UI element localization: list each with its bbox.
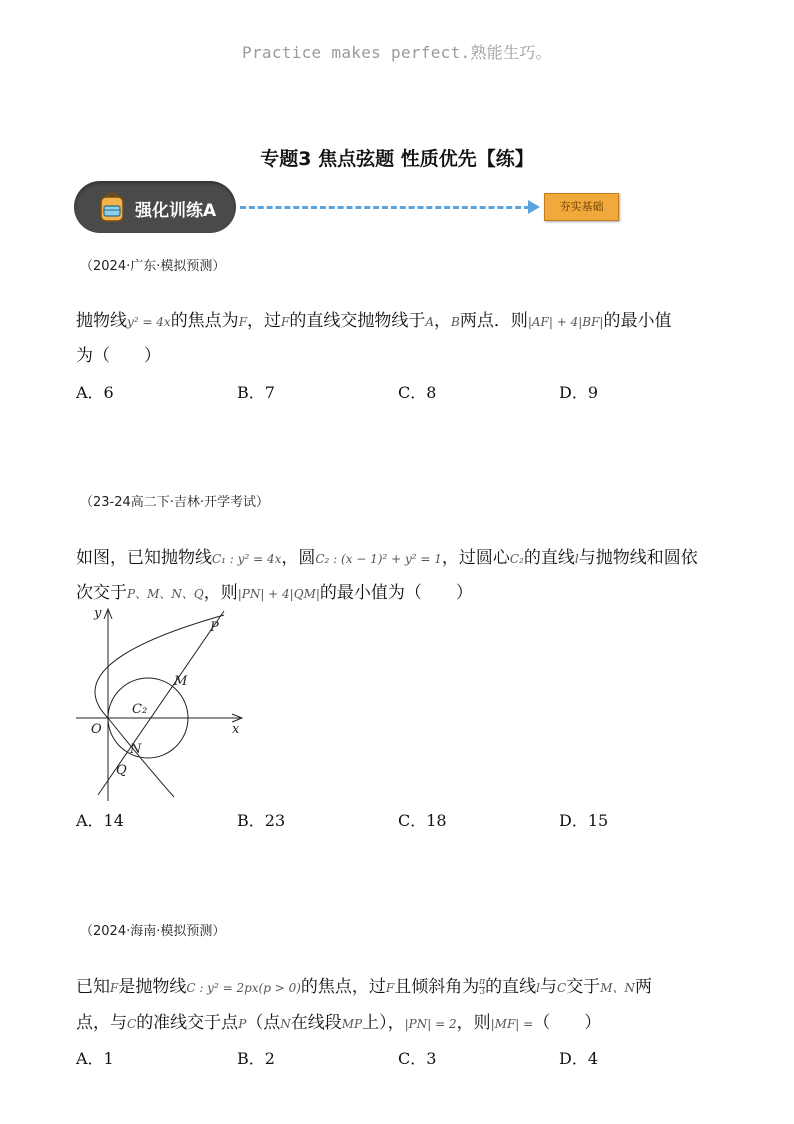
backpack-icon [94, 189, 130, 225]
y-axis-label: y [94, 606, 102, 621]
question-3-stem-line2: 点，与C的准线交于点P（点N在线段MP上），|PN| = 2，则|MF| =（ ） [76, 1013, 602, 1033]
option-a: A．6 [76, 383, 114, 402]
level-tag: 夯实基础 [544, 193, 619, 221]
question-2-stem-line1: 如图，已知抛物线C₁ : y² = 4x，圆C₂ : (x − 1)² + y² = 1，过圆心C₂的直线l与抛物线和圆依 [76, 548, 698, 568]
option-d: D．9 [559, 383, 599, 402]
question-3-source: （2024·海南·模拟预测） [80, 924, 226, 939]
page-title: 专题3 焦点弦题 性质优先【练】 [260, 148, 534, 170]
option-a: A．1 [76, 1049, 114, 1068]
option-c: C．8 [398, 383, 437, 402]
point-m-label: M [174, 674, 188, 689]
question-2-stem-line2: 次交于P、M、N、Q，则|PN| + 4|QM|的最小值为（ ） [76, 583, 473, 603]
option-b: B．7 [237, 383, 275, 402]
dashed-arrow-line [240, 206, 530, 209]
origin-label: O [91, 722, 102, 737]
question-3-stem-line1: 已知F是抛物线C : y² = 2px(p > 0)的焦点，过F且倾斜角为 $\frac{\pi}{3}$ 的直线l与C交于M、N两 [76, 976, 652, 997]
point-q-label: Q [116, 763, 127, 778]
question-1-source: （2024·广东·模拟预测） [80, 259, 226, 274]
center-label: C₂ [132, 702, 148, 717]
option-d: D．15 [559, 811, 609, 830]
page-header-motto: Practice makes perfect.熟能生巧。 [242, 43, 552, 62]
arrow-right-icon [528, 200, 540, 214]
parabola-circle-figure [74, 603, 254, 803]
question-2-source: （23-24高二下·吉林·开学考试） [80, 495, 270, 510]
x-axis-label: x [232, 722, 240, 737]
fraction-pi-over-3: $\frac{\pi}{3}$ [479, 976, 486, 997]
option-c: C．18 [398, 811, 447, 830]
point-n-label: N [130, 742, 142, 757]
option-c: C．3 [398, 1049, 437, 1068]
option-b: B．23 [237, 811, 286, 830]
question-1-stem-line1: 抛物线y² = 4x的焦点为F，过F的直线交抛物线于A，B两点．则|AF| + 4|BF|的最小值 [76, 311, 672, 331]
point-p-label: P [210, 620, 219, 635]
training-badge-label: 强化训练A [135, 201, 217, 221]
question-1-stem-line2: 为（ ） [76, 346, 161, 366]
option-a: A．14 [76, 811, 124, 830]
option-b: B．2 [237, 1049, 275, 1068]
option-d: D．4 [559, 1049, 599, 1068]
